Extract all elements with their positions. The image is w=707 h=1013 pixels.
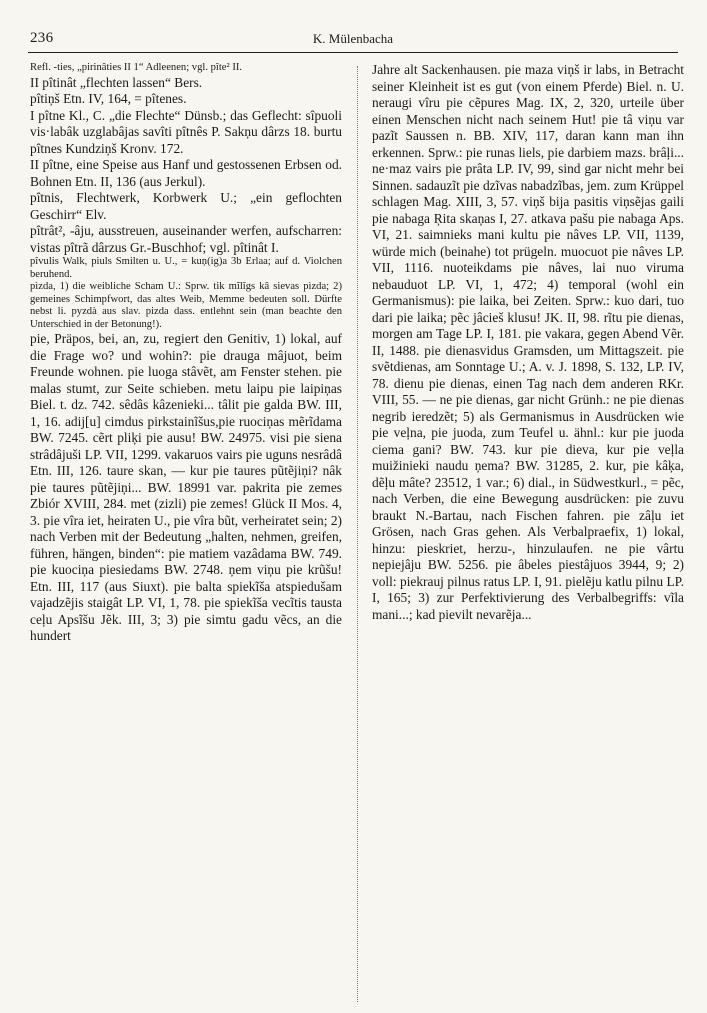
page-header (28, 26, 678, 53)
right-column (372, 62, 684, 1007)
entry-paragraph: pîtnis, Flechtwerk, Korbwerk U.; „ein geflochten Geschirr“ Elv. (30, 190, 342, 222)
entry-paragraph: pîtiņš Etn. IV, 164, = pîtenes. (30, 91, 187, 106)
entry-paragraph: pie, Präpos, bei, an, zu, regiert den Genitiv, 1) lokal, auf die Frage wo? und wohin?: pie drauga mâjuot, beim Freunde wohnen. pie luoga stâvẽt, am Fenster stehen. pie malas stumt, zur Seite schieben. metu laipu pie laipiņas Biel. t. dz. 742. sêdâs kâzenieki... tâlit pie galda BW. III, 1, 16. adij[u] cimdus pirkstainĩšus,pie ruociņas mẽrĩdama BW. 7245. cẽrt pliķi pie ausu! BW. 24975. visi pie siena strâdâjuši LP. VII, 1299. vakaruos vairs pie uguns nesrâdâ Etn. III, 126. taure skan, — kur pie taures pũtẽjiņi? nâk pie taures pũtẽjiņi... BW. 18991 var. pakrita pie zemes Zbiór XVIII, 284. met (zizli) pie zemes! Glück II Mos. 4, 3. pie vîra iet, heiraten U., pie vîra bũt, verheiratet sein; 2) nach Verben mit der Bedeutung „halten, nehmen, greifen, führen, hängen, binden“: pie matiem vazâdama BW. 749. pie kuociņa piesiedams BW. 2748. ņem viņu pie krũšu! Etn. III, 117 (aus Siuxt). pie balta spiekĩša atspiedušam vajadzẽjis staigât LP. VI, 1, 78. pie spiekĩša vecĩtis tausta ceļu Apsĩšu Jẽk. III, 3; 3) pie simtu gadu vẽcs, an die hundert (30, 331, 342, 643)
entry-paragraph: pîtrât², -âju, ausstreuen, auseinander werfen, aufscharren: vistas pîtrã dârzus Gr.-Buschhof; vgl. pîtinât I. (30, 223, 342, 255)
entry-paragraph: pîvulis Walk, piuls Smilten u. U., = kuņ(ig)a 3b Erlaa; auf d. Violchen beruhend. (30, 256, 342, 280)
running-title: K. Mülenbacha (312, 31, 394, 46)
left-column (30, 62, 342, 1007)
entry-paragraph: I pîtne Kl., C. „die Flechte“ Dünsb.; das Geflecht: sîpuoli vis·labâk uzglabâjas savîti pîtnês P. Sakņu dârzs 18. burtu pîtnes Kundziņš Kronv. 172. (30, 107, 342, 156)
entry-paragraph: Refl. -ties, „pirinâties II 1“ Adleenen; vgl. pîte² II. (30, 62, 243, 73)
entry-paragraph: II pîtinât „flechten lassen“ Bers. (30, 74, 203, 90)
entry-paragraph: Jahre alt Sackenhausen. pie maza viņš ir labs, in Betracht seiner Kleinheit ist es gut (von einem Pferde) Biel. n. U. neraugi vîru pie cẽpures Mag. IX, 2, 320, urteile über einen Menschen nicht nach seinem Hut! pie tâ viņu var pazĩt Saussen n. BB. XIV, 117, daran kann man ihn erkennen. Sprw.: pie runas liels, pie darbiem mazs. brâļi... ne·maz vairs pie prâta LP. IV, 99, sind gar nicht mehr bei Sinnen. sadauzĩt pie dzĩvas nabadzĩbas, jem. zum Krüppel schlagen Mag. XIII, 3, 57. viņš bija pasitis viņsẽjas gaili pie nabaga Ŗita skaņas I, 27. atkava pašu pie nabaga Aps. VI, 21. saimnieks mani kultu pie nâves LP. VII, 1139, würde mich (beinahe) tot prügeln. muocuot pie nâves LP. VII, 1116. nuoteikdams pie nâves, lai nuo viruma nebauduot LP. VI, 1, 472; 4) temporal (wohl ein Germanismus): pie laika, bei Zeiten. Sprw.: kuo dari, tuo dari pie laika; pẽc jâcieš klusu! JK. II, 98. rĩtu pie dienas, morgen am Tage LP. I, 181. pie vakara, gegen Abend Vẽr. II, 1488. pie dienasvidus Gramsden, um Mittagszeit. pie svẽtdienas, am Sonntage U.; A. v. J. 1898, S. 132, LP. IV, 78. dienu pie dienas, einen Tag nach dem anderen RKr. VIII, 55. — ne pie dienas, gar nicht Grünh.: ne pie dienas negrib ieredzẽt; 5) als Germanismus in Ausdrücken wie pie veļna, pie juoda, zum Teufel u. ähnl.: kur pie juoda ciema gani? BW. 743. kur pie dieva, kur pie veļla muižinieki naudu ņema? BW. 31285, 2. kur, pie kâķa, dẽļu mâte? 23512, 1 var.; 6) dial., in Südwestkurl., = pẽc, nach Verben, die eine Bewegung ausdrücken: pie zuvu braukt N.-Bartau, nach Fischen fahren. pie zâļu iet Grösen, nach Gras gehen. Als Verbalpraefix, 1) lokal, hinzu: pieskriet, herzu-, hinzulaufen. ne pie vârtu nepiejâju BW. 5256. pie âbeles piestâjuos 3944, 9; 2) voll: piekrauj pilnus ratus LP. I, 91. pielẽju katlu pilnu LP. I, 165; 3) zur Perfektivierung des Verbalbegriffs: vĩla mani...; kad pievilt nevarẽja... (372, 62, 684, 622)
entry-paragraph: pìzda, 1) die weibliche Scham U.: Sprw. tik mĩlĩgs kâ sievas pìzda; 2) gemeines Schimpfwort, das altes Weib, Memme bedeuten soll. Dürfte nebst li. pyzdà aus slav. pizda dass. entlehnt sein (man beachte den Unterschied in der Betonung!). (30, 281, 342, 330)
entry-paragraph: II pîtne, eine Speise aus Hanf und gestossenen Erbsen od. Bohnen Etn. II, 136 (aus Jerkul). (30, 157, 342, 189)
column-divider (357, 66, 358, 1002)
page-number: 236 (30, 30, 54, 46)
